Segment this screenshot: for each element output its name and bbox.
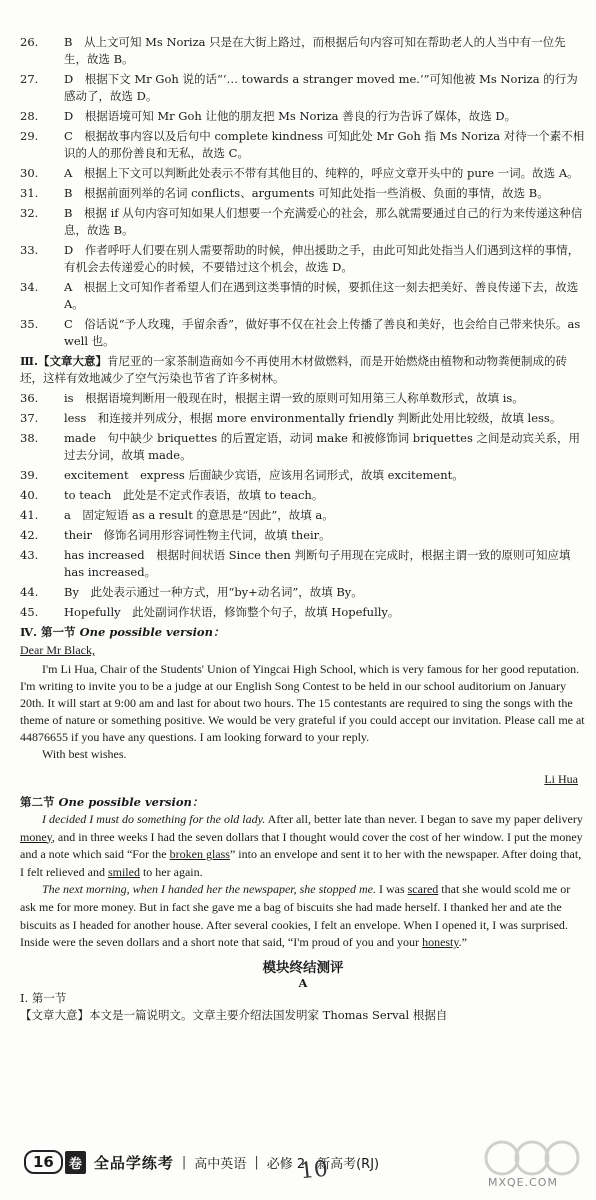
letter-closing: With best wishes. xyxy=(42,747,127,761)
grammar-answer-text: made 句中缺少 briquettes 的后置定语，动词 make 和被修饰词 briquettes 之间是动宾关系，用过去分词，故填 made。 xyxy=(64,431,581,462)
writing-part-2-label: 第二节 xyxy=(20,795,55,809)
test-title: 模块终结测评 xyxy=(262,959,344,976)
grammar-answer-item xyxy=(20,584,586,601)
reading-answer-number: 35. xyxy=(20,317,39,331)
story-paragraph-2 xyxy=(20,881,586,951)
section-3-label: Ⅲ.【文章大意】 xyxy=(20,354,108,368)
story-p2-underline-2: honesty xyxy=(422,935,459,950)
reading-answer-item xyxy=(20,71,586,105)
grammar-answer-text: a 固定短语 as a result 的意思是“因此”，故填 a。 xyxy=(64,508,334,522)
writing-part-1-version: One possible version： xyxy=(79,625,225,639)
story-p2-text-a: I was xyxy=(375,882,408,897)
writing-part-1-heading xyxy=(20,624,586,641)
grammar-answer-item xyxy=(20,547,586,581)
grammar-answer-text: less 和连接并列成分，根据 more environmentally friendly 判断此处用比较级，故填 less。 xyxy=(64,411,562,425)
reading-answer-item xyxy=(20,242,586,276)
reading-answer-text: D 根据下文 Mr Goh 说的话“‘… towards a stranger moved me.’”可知他被 Ms Noriza 的行为感动了，故选 D。 xyxy=(64,72,578,103)
reading-answer-text: A 根据上文可知作者希望人们在遇到这类事情的时候，要抓住这一刻去把美好、善良传递下去，故选 A。 xyxy=(64,280,579,311)
reading-answer-number: 33. xyxy=(20,243,39,257)
reading-answer-item xyxy=(20,128,586,162)
footer-book: 必修 2 xyxy=(266,1156,306,1172)
footer-separator-1: | xyxy=(181,1154,187,1170)
writing-part-2-version: One possible version： xyxy=(58,795,204,809)
story-p1-underline-1: money xyxy=(20,829,52,844)
footer-edition: 新高考(RJ) xyxy=(317,1156,380,1172)
reading-answer-text: B 根据 if 从句内容可知如果人们想要一个充满爱心的社会，那么就需要通过自己的行为来传递这种信息，故选 B。 xyxy=(64,206,583,237)
reading-answer-item xyxy=(20,205,586,239)
reading-answer-item xyxy=(20,108,586,125)
answer-content xyxy=(20,34,586,1024)
grammar-answer-item xyxy=(20,487,586,504)
grammar-answer-item xyxy=(20,507,586,524)
story-p2-text-c: .” xyxy=(458,935,467,950)
reading-answer-text: C 俗话说“予人玫瑰，手留余香”，做好事不仅在社会上传播了善良和美好，也会给自己带来快乐。as well 也。 xyxy=(64,317,581,348)
story-p1-underline-3: smiled xyxy=(107,864,140,879)
grammar-answers xyxy=(20,390,586,621)
grammar-answer-number: 44. xyxy=(20,585,39,599)
story-p1-text-b: , and in three weeks I had the seven dollars that I thought would cover the cost of her window. I put the money and a note which said “For the xyxy=(20,829,583,862)
grammar-answer-number: 38. xyxy=(20,431,39,445)
grammar-answer-number: 42. xyxy=(20,528,39,542)
footer-subject: 高中英语 xyxy=(194,1156,247,1172)
letter-salutation: Dear Mr Black, xyxy=(20,643,95,657)
reading-answers xyxy=(20,34,586,350)
reading-answer-number: 34. xyxy=(20,280,39,294)
story-p1-underline-2: broken glass xyxy=(169,847,230,862)
reading-answer-text: D 作者呼吁人们要在别人需要帮助的时候，伸出援助之手，由此可知此处指当人们遇到这样的事情，有机会去传递爱心的时候，不要错过这个机会，故选 D。 xyxy=(64,243,580,274)
grammar-answer-number: 41. xyxy=(20,508,39,522)
reading-answer-text: C 根据故事内容以及后句中 complete kindness 可知此处 Mr Goh 指 Ms Noriza 对待一个素不相识的人的那份善良和无私，故选 C。 xyxy=(64,129,585,160)
grammar-answer-text: By 此处表示通过一种方式，用“by+动名词”，故填 By。 xyxy=(64,585,363,599)
grammar-answer-item xyxy=(20,467,586,484)
reading-answer-number: 30. xyxy=(20,166,39,180)
story-p2-underline-1: scared xyxy=(407,882,439,897)
reading-answer-number: 32. xyxy=(20,206,39,220)
grammar-answer-number: 39. xyxy=(20,468,39,482)
brand-name: 全品学练考 xyxy=(93,1153,174,1172)
juan-badge: 卷 xyxy=(65,1151,86,1174)
grammar-answer-item xyxy=(20,527,586,544)
grammar-answer-item xyxy=(20,430,586,464)
grammar-answer-item xyxy=(20,604,586,621)
reading-answer-number: 26. xyxy=(20,35,39,49)
story-p1-text-d: to her again. xyxy=(139,864,203,879)
watermark-text: MXQE.COM xyxy=(488,1176,558,1189)
letter-body: I'm Li Hua, Chair of the Students' Union of Yingcai High School, which is very famous for her good reputation. I'm writing to invite you to be a judge at our English Song Contest to be held in our school auditorium on January 20th. It will start at 9:00 am and last for about two hours. The 15 contestants are required to sing the songs with the theme of nature or something positive. We would be very grateful if you could accept our invitation. Please call me at 44876655 if you have any questions. I am looking forward to your reply. xyxy=(20,662,585,744)
grammar-answer-number: 45. xyxy=(20,605,39,619)
reading-answer-text: B 根据前面列举的名词 conflicts、arguments 可知此处指一些消极、负面的事情，故选 B。 xyxy=(64,186,549,200)
reading-answer-item xyxy=(20,185,586,202)
grammar-answer-number: 36. xyxy=(20,391,39,405)
page-number: 16 xyxy=(24,1150,63,1174)
reading-answer-text: D 根据语境可知 Mr Goh 让他的朋友把 Ms Noriza 善良的行为告诉了媒体，故选 D。 xyxy=(64,109,517,123)
grammar-answer-text: has increased 根据时间状语 Since then 判断句子用现在完成时，根据主谓一致的原则可知应填 has increased。 xyxy=(64,548,571,579)
reading-answer-item xyxy=(20,279,586,313)
grammar-answer-number: 40. xyxy=(20,488,39,502)
letter-signature: Li Hua xyxy=(544,772,578,786)
continuation-story xyxy=(20,811,586,952)
story-p1-opening: I decided I must do something for the old lady. xyxy=(42,812,266,826)
writing-part-1-label: Ⅳ. 第一节 xyxy=(20,625,76,639)
story-p1-text-c: ” into an envelope and sent it to her with the newspaper. After doing that, I felt relieved and xyxy=(20,847,582,879)
reading-answer-text: A 根据上下文可以判断此处表示不带有其他目的、纯粹的，呼应文章开头中的 pure 一词。故选 A。 xyxy=(64,166,579,180)
grammar-answer-text: excitement express 后面缺少宾语，应该用名词形式，故填 excitement。 xyxy=(64,468,464,482)
reading-answer-number: 27. xyxy=(20,72,39,86)
grammar-answer-item xyxy=(20,390,586,407)
story-paragraph-1 xyxy=(20,811,586,881)
grammar-answer-text: to teach 此处是不定式作表语，故填 to teach。 xyxy=(64,488,324,502)
grammar-answer-number: 43. xyxy=(20,548,39,562)
section-3-summary xyxy=(20,353,586,387)
test-passage-letter: A xyxy=(298,975,308,990)
story-p2-opening: The next morning, when I handed her the newspaper, she stopped me. xyxy=(42,882,376,897)
test-section-label: Ⅰ. 第一节 xyxy=(20,990,67,1005)
reading-answer-item xyxy=(20,165,586,182)
reading-answer-number: 29. xyxy=(20,129,39,143)
grammar-answer-number: 37. xyxy=(20,411,39,425)
reading-answer-item xyxy=(20,316,586,350)
test-summary-line: 【文章大意】本文是一篇说明文。文章主要介绍法国发明家 Thomas Serval 根据自 xyxy=(20,1007,448,1022)
grammar-answer-text: is 根据语境判断用一般现在时，根据主谓一致的原则可知用第三人称单数形式，故填 is。 xyxy=(64,391,524,405)
reading-answer-number: 28. xyxy=(20,109,39,123)
handwritten-mark: 10 xyxy=(298,1156,330,1185)
writing-part-2-heading xyxy=(20,794,586,811)
section-3-text: 肯尼亚的一家茶制造商如今不再使用木材做燃料，而是开始燃烧由植物和动物粪便制成的砖坯，这样有效地减少了空气污染也节省了许多树林。 xyxy=(20,354,568,385)
story-p2-text-b: that she would scold me or ask me for more money. But in fact she gave me a bag of biscuits she had made herself. I thanked her and ate the biscuits as I headed for another house. After several cookies, I felt an envelope. When I opened it, I was surprised. Inside were the seven dollars and a short note that said, “I'm proud of you and your xyxy=(20,882,571,950)
grammar-answer-item xyxy=(20,410,586,427)
reading-answer-number: 31. xyxy=(20,186,39,200)
reading-answer-item xyxy=(20,34,586,68)
reading-answer-text: B 从上文可知 Ms Noriza 只是在大街上路过，而根据后句内容可知在帮助老人的人当中有一位先生，故选 B。 xyxy=(64,35,566,66)
story-p1-text-a: After all, better late than never. I began to save my paper delivery xyxy=(265,812,583,826)
invitation-letter xyxy=(20,642,586,788)
grammar-answer-text: their 修饰名词用形容词性物主代词，故填 their。 xyxy=(64,528,331,542)
grammar-answer-text: Hopefully 此处副词作状语，修饰整个句子，故填 Hopefully。 xyxy=(64,605,400,619)
footer-separator-2: | xyxy=(254,1154,259,1170)
